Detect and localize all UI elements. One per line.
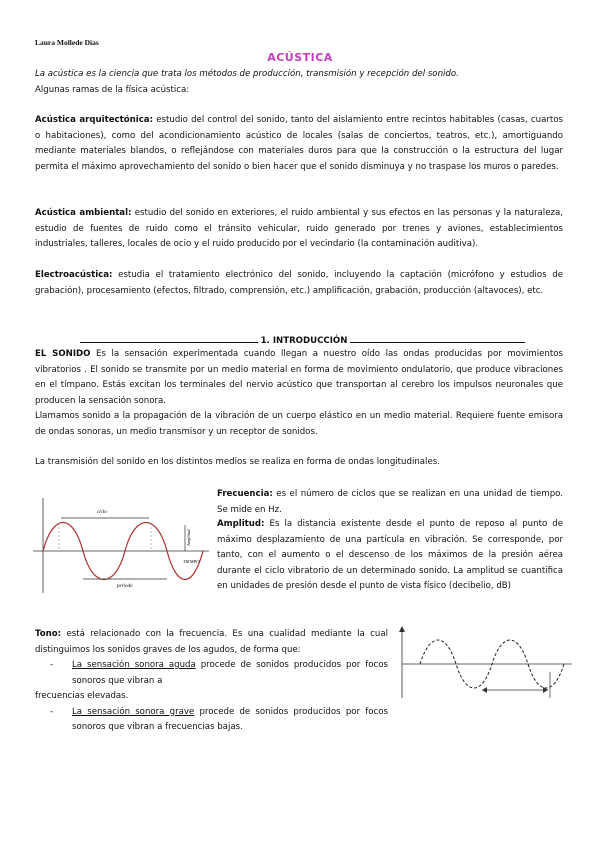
item-text: procede de sonidos producidos por focos sonoros que vibran a frecuencias bajas. <box>72 706 388 732</box>
paragraph-transmision: La transmisión del sonido en los distintos medios se realiza en forma de ondas longitudinales. <box>35 457 440 467</box>
amplitud-label: Amplitud <box>186 529 191 546</box>
item-underlined: La sensación sonora grave <box>72 706 195 717</box>
term: Acústica ambiental: <box>35 208 132 218</box>
paragraph-tono <box>35 627 388 736</box>
tone-wave-diagram <box>392 624 577 700</box>
paragraph-acustica-arquitectonica <box>35 113 563 175</box>
definition: es el número de ciclos que se realizan en una unidad de tiempo. Se mide en Hz. <box>217 489 563 515</box>
page-title: ACÚSTICA <box>267 51 333 64</box>
term: Acústica arquitectónica: <box>35 115 154 125</box>
definition: estudia el tratamiento electrónico del sonido, incluyendo la captación (micrófono y estudios de grabación), procesamiento (efectos, filtrado, comprensión, etc.) amplificación, grabación, producción (altavoces), etc. <box>35 270 563 296</box>
intro-sentence: La acústica es la ciencia que trata los métodos de producción, transmisión y recepción del sonido. <box>35 69 459 79</box>
section-heading-text: 1. INTRODUCCIÓN <box>260 336 348 346</box>
item-text: procede de sonidos producidos por focos sonoros que vibran a <box>72 660 388 686</box>
periodo-label: periodo <box>117 584 133 589</box>
arrowhead-left <box>482 687 487 693</box>
definition: Es la sensación experimentada cuando llegan a nuestro oído las ondas producidas por movimientos vibratorios . El sonido se transmite por un medio material en forma de movimiento ondulatorio, que produce vibraciones en el tímpano. Estás excitan los terminales del nervio acústico que transportan al cerebro los impulsos neuronales que producen la sensación sonora. <box>35 349 563 406</box>
term: Frecuencia: <box>217 489 273 499</box>
y-axis-arrowhead <box>399 626 405 632</box>
paragraph-el-sonido <box>35 347 563 409</box>
paragraph-amplitud <box>217 517 563 595</box>
definition: Es la distancia existente desde el punto de reposo al punto de máximo desplazamiento de una partícula en vibración. Se corresponde, por tanto, con el aumento o el descenso de los máximos de la presión aérea durante el ciclo vibratorio de un determinado sonido. La amplitud se cuantifica en unidades de presión desde el punto de vista físico (decibelio, dB) <box>217 519 563 591</box>
paragraph-frecuencia <box>217 487 563 518</box>
term: Amplitud: <box>217 519 265 529</box>
paragraph-llamamos: Llamamos sonido a la propagación de la vibración de un cuerpo elástico en un medio material. Requiere fuente emisora de ondas sonoras, un medio transmisor y un receptor de sonidos. <box>35 411 563 437</box>
definition: está relacionado con la frecuencia. Es una cualidad mediante la cual distinguimos los sonidos graves de los agudos, de forma que: <box>35 629 388 655</box>
heading-rule-right <box>350 333 525 343</box>
paragraph-electroacustica <box>35 268 563 299</box>
definition: estudio del sonido en exteriores, el ruido ambiental y sus efectos en las personas y la naturaleza, estudio de fuentes de ruido como el tránsito vehicular, ruido generado por trenes y aviones, establecimientos industriales, talleres, locales de ocio y el ruido producido por el vecindario (la contaminación auditiva). <box>35 208 563 249</box>
definition: estudio del control del sonido, tanto del aislamiento entre recintos habitables (casas, cuartos o habitaciones), como del acondicionamiento acústico de locales (salas de conciertos, teatros, etc.), amortiguando mediante materiales blandos, o reflejándose con materiales duros para que la construcción o la estructura del lugar permita el máximo aprovechamiento del sonido o bien hacer que el sonido disminuya y no traspase los muros o paredes. <box>35 115 564 172</box>
ciclo-label: ciclo <box>97 510 107 515</box>
author-name: Laura Mollede Dias <box>35 38 99 47</box>
term: Tono: <box>35 629 62 639</box>
term: Electroacústica: <box>35 270 113 280</box>
branches-intro: Algunas ramas de la física acústica: <box>35 85 190 95</box>
sound-wave-diagram <box>33 493 213 598</box>
heading-rule-left <box>80 333 258 343</box>
tono-intro <box>35 627 388 658</box>
list-item: - La sensación sonora aguda procede de sonidos producidos por focos sonoros que vibran a <box>50 660 388 686</box>
paragraph-acustica-ambiental <box>35 206 563 253</box>
list-item: - La sensación sonora grave procede de sonidos producidos por focos sonoros que vibran a frecuencias bajas. <box>50 706 388 732</box>
tiempo-label: TIEMPO <box>183 559 200 564</box>
term: EL SONIDO <box>35 349 91 359</box>
list-item-continuation: frecuencias elevadas. <box>35 691 129 701</box>
item-underlined: La sensación sonora aguda <box>72 660 196 670</box>
